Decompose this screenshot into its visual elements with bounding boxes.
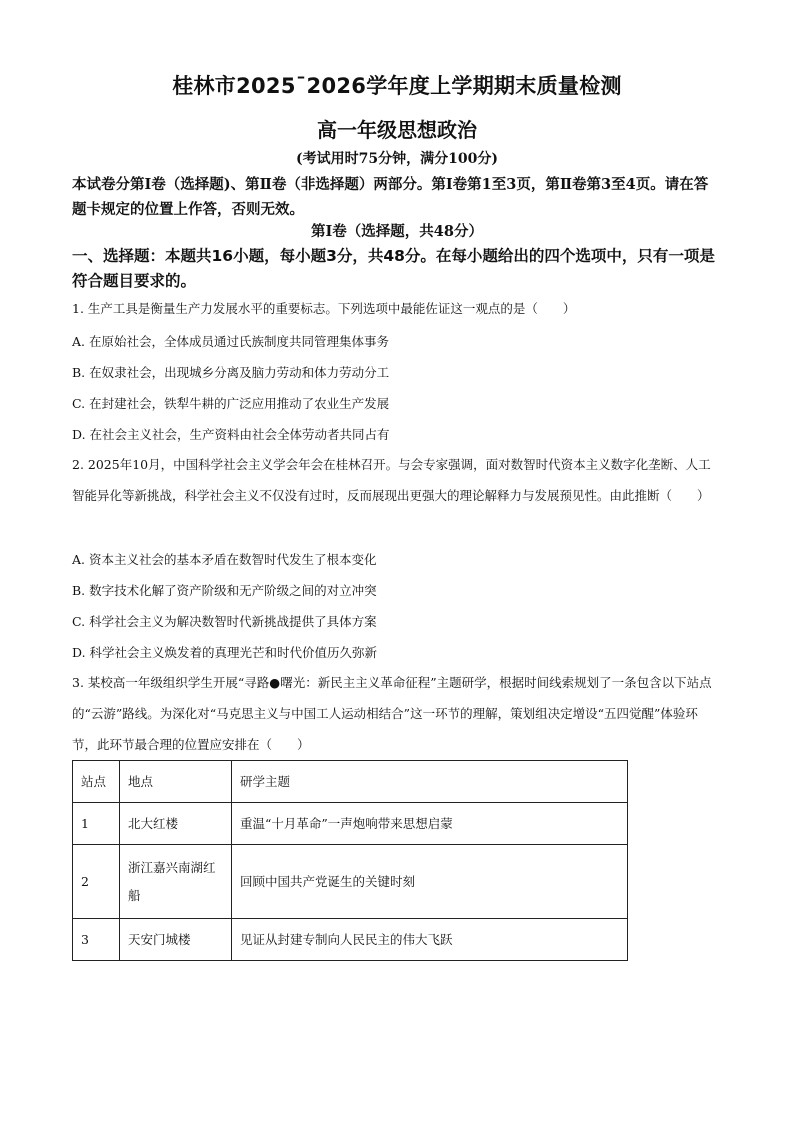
question-1-stem: 1. 生产工具是衡量生产力发展水平的重要标志。下列选项中最能佐证这一观点的是（ ）: [72, 301, 576, 316]
question-2-option-d: D. 科学社会主义焕发着的真理光芒和时代价值历久弥新: [72, 645, 378, 660]
question-2-option-c: C. 科学社会主义为解决数智时代新挑战提供了具体方案: [72, 614, 377, 629]
table-cell: 天安门城楼: [120, 919, 232, 961]
table-cell: 北大红楼: [120, 803, 232, 845]
exam-info: (考试用时75分钟，满分100分): [296, 151, 498, 167]
table-cell: 见证从封建专制向人民民主的伟大飞跃: [232, 919, 628, 961]
question-2-option-b: B. 数字技术化解了资产阶级和无产阶级之间的对立冲突: [72, 583, 377, 598]
table-header-cell: 研学主题: [232, 761, 628, 803]
section-heading: 一、选择题：本题共16小题，每小题3分，共48分。在每小题给出的四个选项中，只有一项是符合题目要求的。: [72, 247, 715, 290]
question-1-option-b: B. 在奴隶社会，出现城乡分离及脑力劳动和体力劳动分工: [72, 365, 390, 380]
table-cell: 回顾中国共产党诞生的关键时刻: [232, 845, 628, 919]
study-route-table: [72, 760, 628, 961]
part-heading: 第Ⅰ卷（选择题，共48分）: [311, 223, 483, 240]
question-3-stem: 3. 某校高一年级组织学生开展“寻路●曙光：新民主主义革命征程”主题研学，根据时间线索规划了一条包含以下站点的“云游”路线。为深化对“马克思主义与中国工人运动相结合”这一环节的理解，策划组决定增设“五四觉醒”体验环节，此环节最合理的位置应安排在（ ）: [72, 675, 712, 752]
table-row: [73, 803, 628, 845]
exam-title: 桂林市2025¯2026学年度上学期期末质量检测: [172, 74, 622, 98]
table-cell: 浙江嘉兴南湖红船: [120, 845, 232, 919]
table-cell: 重温“十月革命”一声炮响带来思想启蒙: [232, 803, 628, 845]
table-cell: 3: [73, 919, 120, 961]
question-1-option-d: D. 在社会主义社会，生产资料由社会全体劳动者共同占有: [72, 427, 390, 442]
question-1-option-a: A. 在原始社会，全体成员通过氏族制度共同管理集体事务: [72, 334, 389, 349]
question-2-option-a: A. 资本主义社会的基本矛盾在数智时代发生了根本变化: [72, 552, 377, 567]
table-row: [73, 919, 628, 961]
table-row: [73, 845, 628, 919]
subject-title: 高一年级思想政治: [317, 118, 477, 142]
table-cell: 1: [73, 803, 120, 845]
question-2-stem: 2. 2025年10月，中国科学社会主义学会年会在桂林召开。与会专家强调，面对数智时代资本主义数字化垄断、人工智能异化等新挑战，科学社会主义不仅没有过时，反而展现出更强大的理论解释力与发展预见性。由此推断（ ）: [72, 457, 711, 503]
table-header-row: [73, 761, 628, 803]
table-cell: 2: [73, 845, 120, 919]
table-header-cell: 地点: [120, 761, 232, 803]
question-1-option-c: C. 在封建社会，铁犁牛耕的广泛应用推动了农业生产发展: [72, 396, 390, 411]
intro-text: 本试卷分第Ⅰ卷（选择题)、第Ⅱ卷（非选择题）两部分。第Ⅰ卷第1至3页，第Ⅱ卷第3至4页。请在答题卡规定的位置上作答，否则无效。: [72, 176, 709, 218]
table-header-cell: 站点: [73, 761, 120, 803]
